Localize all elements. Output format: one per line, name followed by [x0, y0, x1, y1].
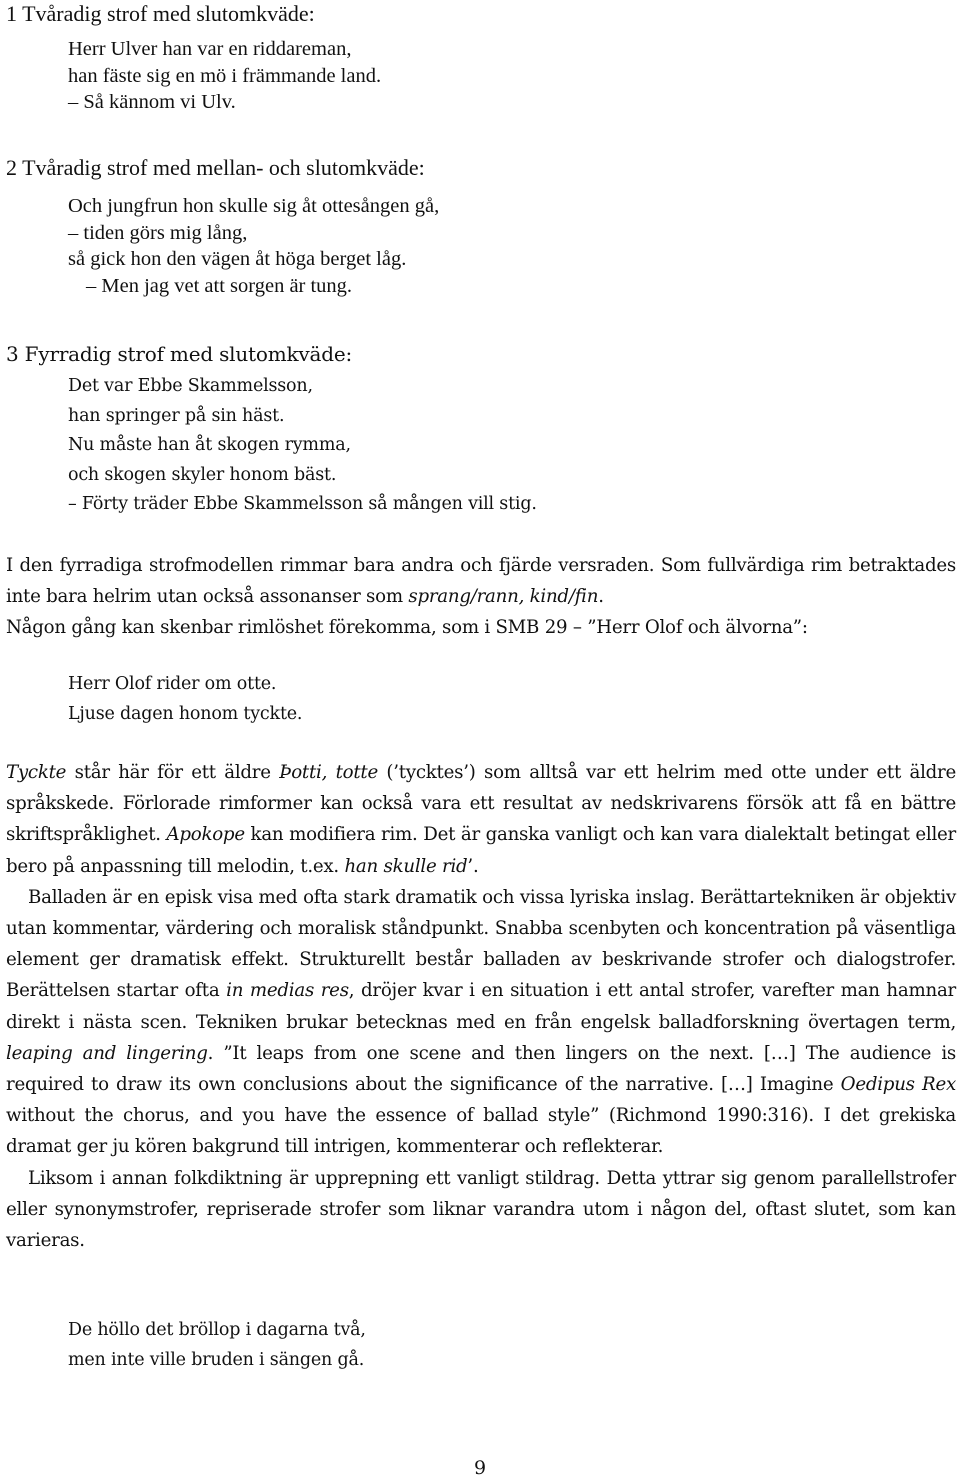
- paragraph-rhyme: [6, 550, 956, 644]
- body-text: [6, 757, 956, 1256]
- verse-line: – Så kännom vi Ulv.: [68, 91, 236, 113]
- verse-line: han fäste sig en mö i främmande land.: [68, 64, 382, 87]
- emphasis: Apokope: [166, 824, 245, 846]
- emphasis: Oedipus Rex: [840, 1074, 956, 1096]
- section-3-heading: 3 Fyrradig strof med slutomkväde:: [6, 342, 352, 366]
- text-run: , dröjer kvar i en situation i ett antal strofer, varefter man hamnar direkt i nästa scen. Tekniken brukar betecknas med en från engelsk balladforskning övertagen term,: [6, 980, 956, 1033]
- section-2-heading: 2 Tvåradig strof med mellan- och slutomkväde:: [6, 155, 425, 180]
- paragraph-text: [6, 550, 956, 612]
- text-run: . ”It leaps from one scene and then lingers on the next. […] The audience is required to draw its own conclusions about the significance of the narrative. […] Imagine: [6, 1042, 956, 1096]
- paragraph-text: Någon gång kan skenbar rimlöshet förekomma, som i SMB 29 – ”Herr Olof och älvorna”:: [6, 617, 808, 639]
- verse-line: De höllo det bröllop i dagarna två,: [68, 1320, 366, 1340]
- verse-example-wedding: [68, 1316, 366, 1375]
- emphasis: sprang/rann, kind/fin: [408, 586, 599, 608]
- verse-line: Och jungfrun hon skulle sig åt ottesången gå,: [68, 195, 440, 217]
- section-2-verse: [68, 193, 439, 299]
- emphasis: han skulle rid: [344, 855, 468, 877]
- text-run: kan modifiera rim. Det är ganska vanligt och kan vara dialektalt betingat eller bero på anpassning till melodin, t.ex.: [6, 824, 956, 877]
- verse-line: – tiden görs mig lång,: [68, 221, 248, 244]
- text-run: ’.: [467, 855, 479, 877]
- page-number: 9: [473, 1457, 487, 1479]
- text-run: Balladen är en episk visa med ofta stark dramatik och vissa lyriska inslag. Berättartekniken är objektiv utan kommentar, värdering och moralisk ståndpunkt. Snabba scenbyten och koncentration på väsentliga element ger dramatisk effekt. Strukturellt består balladen av beskrivande strofer och dialogstrofer. Berättelsen startar ofta: [6, 886, 956, 1002]
- verse-example-olof: [68, 670, 302, 729]
- verse-line: Nu måste han åt skogen rymma,: [68, 435, 351, 455]
- verse-line: så gick hon den vägen åt höga berget låg.: [68, 248, 407, 270]
- paragraph-ballad: [6, 882, 956, 1163]
- verse-line: och skogen skyler honom bäst.: [68, 464, 337, 485]
- verse-line: Herr Olof rider om otte.: [68, 674, 277, 694]
- verse-line: – Men jag vet att sorgen är tung.: [86, 274, 353, 297]
- text-run: .: [598, 586, 604, 608]
- verse-line: han springer på sin häst.: [68, 405, 285, 426]
- emphasis: in medias res: [226, 980, 349, 1002]
- paragraph-repetition: Liksom i annan folkdiktning är upprepning ett vanligt stildrag. Detta yttrar sig genom parallellstrofer eller synonymstrofer, repriserade strofer som liknar varandra utom i någon del, oftast slutet, som kan varieras.: [6, 1167, 956, 1252]
- verse-line: – Förty träder Ebbe Skammelsson så mången vill stig.: [68, 494, 537, 514]
- text-run: I den fyrradiga strofmodellen rimmar bara andra och fjärde versraden. Som fullvärdiga rim betraktades inte bara helrim utan också assonanser som: [6, 555, 956, 608]
- section-1-heading: 1 Tvåradig strof med slutomkväde:: [6, 1, 315, 26]
- section-3-verse: [68, 372, 537, 520]
- verse-line: men inte ville bruden i sängen gå.: [68, 1349, 365, 1370]
- paragraph-tyckte: [6, 757, 956, 882]
- text-run: (’tycktes’) som alltså var ett helrim med otte under ett äldre språkskede. Förlorade rimformer kan också vara ett resultat av nedskrivarens försök att få en bättre skriftspråklighet.: [6, 762, 956, 846]
- text-run: without the chorus, and you have the essence of ballad style” (Richmond 1990:316). I det grekiska dramat ger ju kören bakgrund till intrigen, kommenterar och reflekterar.: [6, 1105, 956, 1158]
- verse-line: Ljuse dagen honom tyckte.: [68, 703, 303, 724]
- emphasis: leaping and lingering: [6, 1042, 208, 1064]
- verse-line: Det var Ebbe Skammelsson,: [68, 376, 313, 396]
- emphasis: Tyckte: [6, 762, 67, 783]
- section-1-verse: [68, 36, 381, 116]
- text-run: står här för ett äldre: [66, 762, 280, 783]
- emphasis: Þotti, totte: [279, 762, 378, 783]
- verse-line: Herr Ulver han var en riddareman,: [68, 38, 352, 60]
